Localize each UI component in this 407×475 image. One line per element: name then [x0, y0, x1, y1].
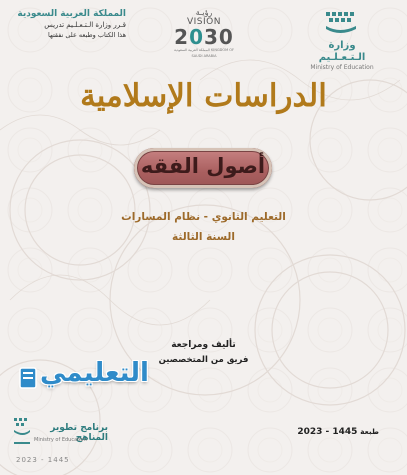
vision-subtitle: المملكة العربية السعودية KINGDOM OF SAUDI ARABIA: [173, 48, 235, 58]
book-stack-icon: [18, 364, 40, 392]
program-name: برنامج تطوير المناهج: [50, 423, 108, 443]
authors-label: تأليف ومراجعة: [171, 340, 236, 350]
vision-year: 2030: [174, 25, 234, 49]
program-year: 2023 - 1445: [16, 456, 70, 464]
program-ministry: Ministry of Education: [34, 437, 87, 443]
program-emblem-icon: [12, 416, 34, 456]
edition-label: طبعة: [360, 427, 379, 436]
notice-line: هذا الكتاب وطبعه على نفقتها: [47, 31, 126, 39]
vision-ar-label: رؤيـة: [195, 8, 213, 17]
ministry-name-en: Ministry of Education: [310, 64, 374, 71]
vision-2030-logo: [168, 8, 240, 59]
book-title: الدراسات الإسلامية: [80, 78, 327, 114]
decree-line: قـرر وزارة الـتـعـلـيم تدريس: [44, 21, 126, 29]
subject-title: أصول الفقه: [140, 154, 266, 178]
ministry-emblem-icon: [322, 10, 362, 36]
ministry-logo: [307, 10, 377, 72]
school-year-label: السنة الثالثة: [172, 231, 235, 243]
watermark-text: التعليمي: [40, 358, 149, 388]
subject-badge: [134, 148, 272, 188]
kingdom-header: [14, 8, 126, 40]
vision-en-label: VISION: [187, 17, 221, 27]
edition-years: 1445 - 2023: [297, 427, 358, 437]
kingdom-name: المملكة العربية السعودية: [17, 9, 126, 19]
edition-info: [269, 427, 379, 437]
track-label: التعليم الثانوي - نظام المسارات: [121, 211, 286, 223]
authors-name: فريق من المتخصصين: [158, 355, 249, 365]
ministry-name-ar: وزارة الـتـعـلـيم: [318, 40, 366, 63]
site-watermark: [18, 358, 149, 398]
curriculum-program-logo: [8, 410, 108, 468]
